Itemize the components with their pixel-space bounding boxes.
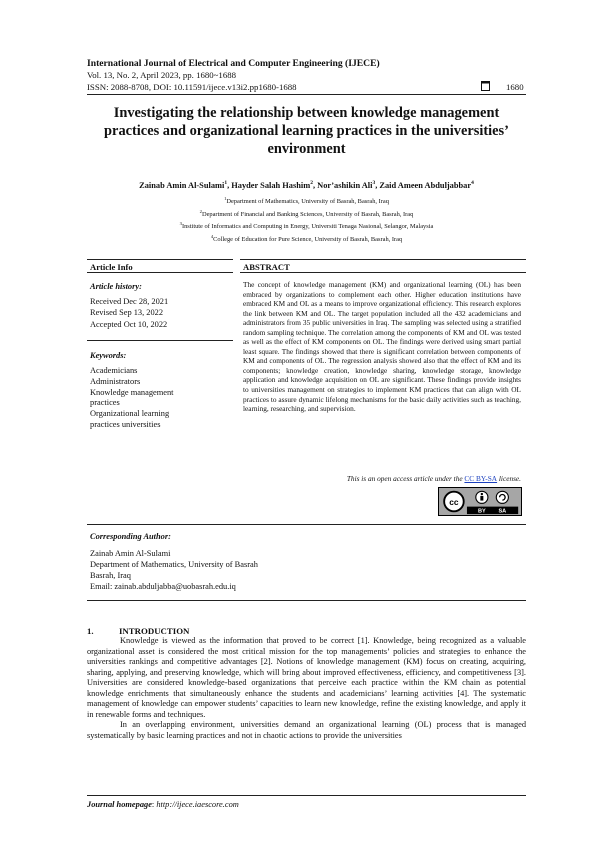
affiliation-line (87, 207, 526, 220)
author-sup: 4 (471, 180, 474, 186)
section-title: INTRODUCTION (119, 626, 190, 636)
affiliation-line (87, 232, 526, 245)
issn-doi: ISSN: 2088-8708, DOI: 10.11591/ijece.v13i2.pp1680-1688 (87, 82, 297, 92)
paragraph: Knowledge is viewed as the information that proved to be correct [1]. Knowledge, being recognized as a valuable organizational asset is considered the most critical mission for the top managements’ policies and strategies to enhance the universities rankings and competitive advantages [2]. Notions of knowledge management (KM) focus on creating, acquiring, sharing, applying, and preserving knowledge, which will bring about improved effectiveness, efficiency, and competitiveness [3]. Universities are considered knowledge-based organizations that perceive each practice within the KM chain as potential knowledge enrichments that simultaneously enhance the students and academicians’ learning activities [4]. The systematic management of knowledge can empower students’ capacities to learn new knowledge, refine the existing knowledge, and apply it in renewable forms and techniques. (87, 636, 526, 719)
info-top-rule (87, 259, 233, 260)
keyword-item: Knowledge management (90, 387, 174, 397)
header-rule (87, 94, 526, 95)
by-text: BY (477, 508, 486, 515)
author-name: Zaid Ameen Abduljabbar (379, 180, 472, 190)
oa-prefix: This is an open access article under the (346, 474, 463, 483)
paragraph: In an overlapping environment, universities demand an organizational learning (OL) process that is managed systematically by basic learning practices and not in chaotic actions to provide the universities (87, 720, 526, 740)
document-icon (481, 81, 490, 91)
affiliations (87, 194, 526, 245)
cc-text: cc (449, 496, 459, 507)
abstract-head-rule (240, 272, 526, 273)
history-accepted: Accepted Oct 10, 2022 (90, 319, 168, 329)
sa-text: SA (498, 508, 507, 515)
volume-info: Vol. 13, No. 2, April 2023, pp. 1680~1688 (87, 70, 237, 80)
corresponding-top-rule (87, 524, 526, 525)
info-head-rule (87, 272, 233, 273)
history-heading: Article history: (90, 282, 142, 291)
affiliation-text: College of Education for Pure Science, University of Basrah, Basrah, Iraq (213, 236, 403, 244)
keywords-heading: Keywords: (90, 351, 127, 360)
abstract-heading: ABSTRACT (243, 262, 290, 272)
affiliation-text: Department of Mathematics, University of Basrah, Basrah, Iraq (226, 198, 389, 206)
affiliation-text: Department of Financial and Banking Sciences, University of Basrah, Basrah, Iraq (201, 210, 414, 218)
keyword-list (90, 366, 235, 431)
affiliation-sup: 2 (199, 208, 202, 214)
keyword-item: Administrators (90, 376, 141, 386)
corresponding-bottom-rule (87, 600, 526, 601)
homepage-link[interactable]: http://ijece.iaescore.com (156, 800, 239, 809)
history-list (90, 296, 168, 330)
keyword-item: practices (90, 398, 120, 408)
corresponding-dept: Department of Mathematics, University of Basrah (90, 560, 258, 569)
journal-homepage: Journal homepage: http://ijece.iaescore.com (87, 800, 239, 809)
affiliation-line (87, 194, 526, 207)
author-name: Hayder Salah Hashim (231, 180, 311, 190)
page-number: 1680 (506, 82, 524, 92)
journal-name: International Journal of Electrical and Computer Engineering (IJECE) (87, 58, 380, 69)
author-name: Zainab Amin Al-Sulami (139, 180, 225, 190)
paper-title: Investigating the relationship between knowledge management practices and organizational learning practices in the universities’ environment (104, 105, 509, 157)
corresponding-email: Email: zainab.abduljabba@uobasrah.edu.iq (90, 582, 236, 591)
homepage-label: Journal homepage (87, 800, 152, 809)
author-sup: 3 (372, 180, 376, 186)
author-sup: 1 (224, 180, 228, 186)
affiliation-sup: 3 (179, 221, 182, 227)
article-info-heading: Article Info (90, 262, 133, 272)
history-received: Received Dec 28, 2021 (90, 297, 169, 306)
affiliation-sup: 4 (210, 234, 214, 240)
author-sup: 2 (310, 180, 313, 186)
affiliation-sup: 1 (224, 196, 227, 201)
keyword-item: Organizational learning (90, 409, 170, 419)
corresponding-heading: Corresponding Author: (90, 532, 171, 541)
footer-rule (87, 795, 526, 796)
cc-by-sa-badge-icon[interactable] (438, 487, 522, 516)
affiliation-text: Institute of Informatics and Computing in Energy, Universiti Tenaga Nasional, Selangor, Malaysia (181, 223, 434, 231)
open-access-note (243, 474, 521, 483)
corresponding-details (90, 548, 258, 592)
introduction-body (87, 636, 526, 741)
section-number: 1. (87, 626, 94, 636)
keyword-item: practices universities (90, 419, 161, 429)
affiliation-line (87, 219, 526, 232)
author-name: Nor’ashikin Ali (317, 180, 373, 190)
license-link[interactable]: CC BY-SA (464, 474, 498, 483)
keyword-item: Academicians (90, 366, 138, 375)
abstract-text: The concept of knowledge management (KM) and organizational learning (OL) has been embraced by organizations to complement each other. Higher education institutions have embraced KM and OL as a means to improve organizational efficiency. This research explores the link between KM and OL. The target population included all the 432 academicians and administrators from 35 public universities in Iraq. The sampling was selected using a stratified random sampling technique. The correlation among the components of KM and OL was tested as well as the effect of KM components on OL. The findings were derived using smart partial least square. The findings showed that there is significant correlation between components of KM and components of OL. The regression analysis showed also that the effect of KM and its components; knowledge creation, knowledge sharing, knowledge storage, knowledge application and knowledge acquisition on OL are significant. These findings provide insights to universities management on strategies to implement KM practices that can align with OL practices to assure dynamic lifelong mechanisms for the basic daily activities such as teaching, learning, researching, and supervision. (243, 280, 521, 414)
author-list: Zainab Amin Al-Sulami$^1$, Hayder Salah Hashim$^2$, Nor’ashikin Ali$^3$, Zaid Ameen Abduljabbar$^4$ (139, 180, 474, 190)
corresponding-city: Basrah, Iraq (90, 571, 131, 580)
oa-suffix: license. (498, 474, 521, 483)
abstract-top-rule (240, 259, 526, 260)
section-heading (87, 626, 189, 636)
keywords-rule (87, 340, 233, 341)
corresponding-name: Zainab Amin Al-Sulami (90, 549, 171, 558)
history-revised: Revised Sep 13, 2022 (90, 308, 164, 318)
